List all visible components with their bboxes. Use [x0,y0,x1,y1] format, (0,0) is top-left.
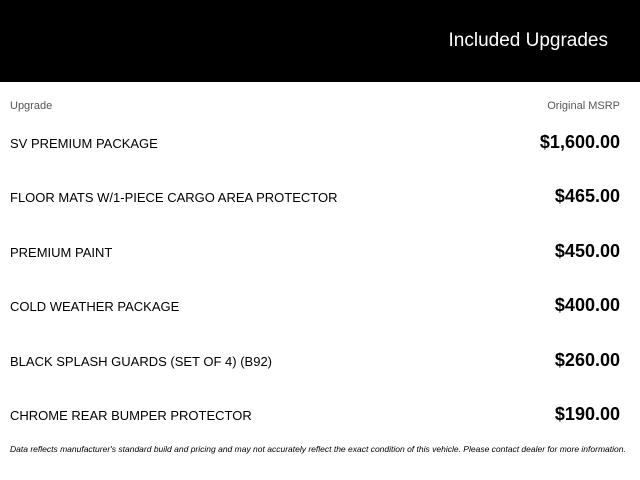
page-title: Included Upgrades [448,30,608,51]
list-item [0,277,640,331]
upgrade-price: $465.00 [554,186,620,207]
list-item [0,386,640,440]
upgrade-price: $400.00 [554,295,620,316]
upgrade-name: BLACK SPLASH GUARDS (SET OF 4) (B92) [10,353,272,369]
header-bar [0,0,640,82]
list-item [0,332,640,386]
disclaimer-text: Data reflects manufacturer's standard build and pricing and may not accurately reflect the exact condition of this vehicle. Please contact dealer for more information. [10,444,626,454]
upgrade-name: SV PREMIUM PACKAGE [10,136,158,151]
upgrade-price: $190.00 [554,403,620,424]
upgrade-price: $260.00 [554,349,620,370]
upgrade-name: FLOOR MATS W/1-PIECE CARGO AREA PROTECTOR [10,190,338,206]
list-item [0,223,640,277]
upgrade-price: $450.00 [554,240,620,261]
upgrade-name: COLD WEATHER PACKAGE [10,299,180,315]
upgrades-list [0,114,640,440]
column-header-upgrade: Upgrade [10,100,53,112]
upgrade-name: PREMIUM PAINT [10,244,113,260]
upgrade-name: CHROME REAR BUMPER PROTECTOR [10,407,252,423]
column-header-msrp: Original MSRP [547,100,620,112]
list-item [0,114,640,168]
list-item [0,168,640,222]
upgrade-price: $1,600.00 [539,132,620,152]
